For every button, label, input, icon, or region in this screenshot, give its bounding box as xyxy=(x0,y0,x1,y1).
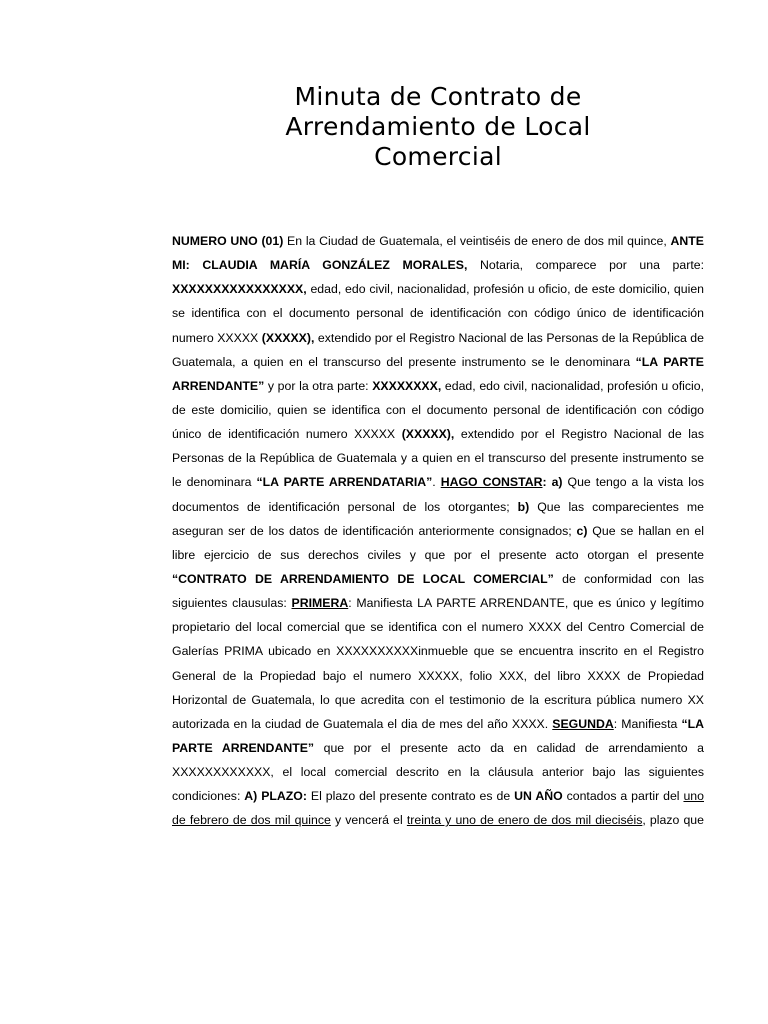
text-run: y por la otra parte: xyxy=(264,378,373,393)
text-line xyxy=(172,374,704,398)
text-run: único de identificación numero XXXXX xyxy=(172,427,402,442)
text-line xyxy=(172,808,704,832)
text-run: Guatemala, a quien en el transcurso del presente instrumento se le denominara xyxy=(172,354,636,369)
text-run: edad, edo civil, nacionalidad, profesión u oficio, xyxy=(441,378,704,393)
text-run: extendido por el Registro Nacional de las Personas de la República de xyxy=(314,330,704,345)
text-line xyxy=(172,591,704,615)
text-line xyxy=(172,398,704,422)
text-line xyxy=(172,543,704,567)
underlined-text: SEGUNDA xyxy=(552,716,614,731)
text-run: siguientes clausulas: xyxy=(172,596,292,611)
contract-body xyxy=(172,229,704,833)
text-line xyxy=(172,688,704,712)
bold-text: c) xyxy=(576,523,588,538)
text-line xyxy=(172,253,704,277)
text-run: que por el presente acto da en calidad de arrendamiento a xyxy=(314,740,704,755)
title-line: Comercial xyxy=(374,142,502,171)
text-run: aseguran ser de los datos de identificación anteriormente consignados; xyxy=(172,523,577,538)
text-line xyxy=(172,760,704,784)
text-line xyxy=(172,784,704,808)
text-run: Notaria, comparece por una parte: xyxy=(467,258,704,273)
underlined-text: treinta y uno de enero de dos mil dieciséis xyxy=(406,813,643,828)
text-line xyxy=(172,615,704,639)
text-line xyxy=(172,446,704,470)
text-run: XXXXXXXXXXXX, el local comercial descrito en la cláusula anterior bajo las siguientes xyxy=(172,765,704,780)
text-line xyxy=(172,712,704,736)
clause-segunda xyxy=(552,717,614,731)
text-line xyxy=(172,422,704,446)
text-run: de conformidad con las xyxy=(553,571,705,586)
bold-text: ARRENDANTE” xyxy=(172,378,265,393)
text-line xyxy=(172,326,704,350)
document-title xyxy=(200,82,676,172)
bold-text: ANTE xyxy=(670,234,704,248)
text-line xyxy=(172,301,704,325)
text-run: propietario del local comercial que se identifica con el numero XXXX del Centro Comercial de xyxy=(172,620,704,635)
title-line: Minuta de Contrato de xyxy=(294,82,582,111)
text-run: le denominara xyxy=(172,475,257,490)
bold-text: : a) xyxy=(542,475,563,490)
text-run: condiciones: xyxy=(172,789,245,804)
bold-text: “LA xyxy=(681,716,705,731)
heading-hago-constar xyxy=(441,475,543,489)
bold-text: XXXXXXXX, xyxy=(372,378,442,393)
bold-text: (XXXXX), xyxy=(401,427,455,442)
text-line xyxy=(172,567,704,591)
text-line xyxy=(172,519,704,543)
text-line xyxy=(172,664,704,688)
clause-primera xyxy=(292,596,349,610)
bold-text: “LA PARTE ARRENDATARIA” xyxy=(256,475,433,490)
bold-text: NUMERO UNO (01) xyxy=(172,234,284,248)
text-run: , plazo que xyxy=(642,813,704,828)
underlined-text: HAGO CONSTAR xyxy=(440,475,543,490)
bold-text: XXXXXXXXXXXXXXXX, xyxy=(172,282,307,297)
text-run: contados a partir del xyxy=(562,789,684,804)
underlined-text: uno xyxy=(683,789,704,804)
text-run: se identifica con el documento personal de identificación con código único de identificación xyxy=(172,306,704,321)
text-line xyxy=(172,470,704,494)
text-line xyxy=(172,277,704,301)
underlined-text: de febrero de dos mil quince xyxy=(172,813,331,828)
text-run: En la Ciudad de Guatemala, el veintiséis de enero de dos mil quince, xyxy=(283,234,671,248)
text-run: edad, edo civil, nacionalidad, profesión u oficio, de este domicilio, quien xyxy=(306,282,704,297)
text-line xyxy=(172,495,704,519)
text-run: Horizontal de Guatemala, lo que acredita con el testimonio de la escritura pública numero XX xyxy=(172,692,704,707)
text-run: Que las comparecientes me xyxy=(529,499,704,514)
bold-text: PARTE ARRENDANTE” xyxy=(172,740,315,755)
bold-text: “CONTRATO DE ARRENDAMIENTO DE LOCAL COMERCIAL” xyxy=(172,571,554,586)
text-run: Que se hallan en el xyxy=(587,523,704,538)
text-run: El plazo del presente contrato es de xyxy=(306,789,515,804)
title-line: Arrendamiento de Local xyxy=(285,112,591,141)
text-run: . xyxy=(432,475,441,490)
text-line xyxy=(172,639,704,663)
bold-text: MI: CLAUDIA MARÍA GONZÁLEZ MORALES, xyxy=(172,258,468,273)
text-run: Galerías PRIMA ubicado en XXXXXXXXXXinmueble que se encuentra inscrito en el Registro xyxy=(172,644,704,659)
text-run: y vencerá el xyxy=(330,813,407,828)
bold-text: UN AÑO xyxy=(514,789,563,804)
bold-text: (XXXXX), xyxy=(261,330,315,345)
text-run: Personas de la República de Guatemala y a quien en el transcurso del presente instrumento se xyxy=(172,451,704,466)
text-run: autorizada en la ciudad de Guatemala el dia de mes del año XXXX. xyxy=(172,716,553,731)
text-line xyxy=(172,350,704,374)
bold-text: A) PLAZO: xyxy=(244,789,307,804)
text-run: General de la Propiedad bajo el numero XXXXX, folio XXX, del libro XXXX de Propiedad xyxy=(172,668,704,683)
text-run: numero XXXXX xyxy=(172,330,262,345)
text-run: : Manifiesta LA PARTE ARRENDANTE, que es único y legítimo xyxy=(348,596,705,611)
text-run: de este domicilio, quien se identifica con el documento personal de identificación con código xyxy=(172,402,704,417)
text-run: Que tengo a la vista los xyxy=(562,475,704,490)
underlined-text: PRIMERA xyxy=(291,596,349,611)
bold-text: “LA PARTE xyxy=(635,354,704,369)
text-run: : Manifiesta xyxy=(613,716,682,731)
text-line xyxy=(172,229,704,253)
bold-text: b) xyxy=(517,499,530,514)
text-run: libre ejercicio de sus derechos civiles y que por el presente acto otorgan el presente xyxy=(172,547,704,562)
text-run: extendido por el Registro Nacional de las xyxy=(454,427,705,442)
text-run: documentos de identificación personal de los otorgantes; xyxy=(172,499,518,514)
text-line xyxy=(172,736,704,760)
